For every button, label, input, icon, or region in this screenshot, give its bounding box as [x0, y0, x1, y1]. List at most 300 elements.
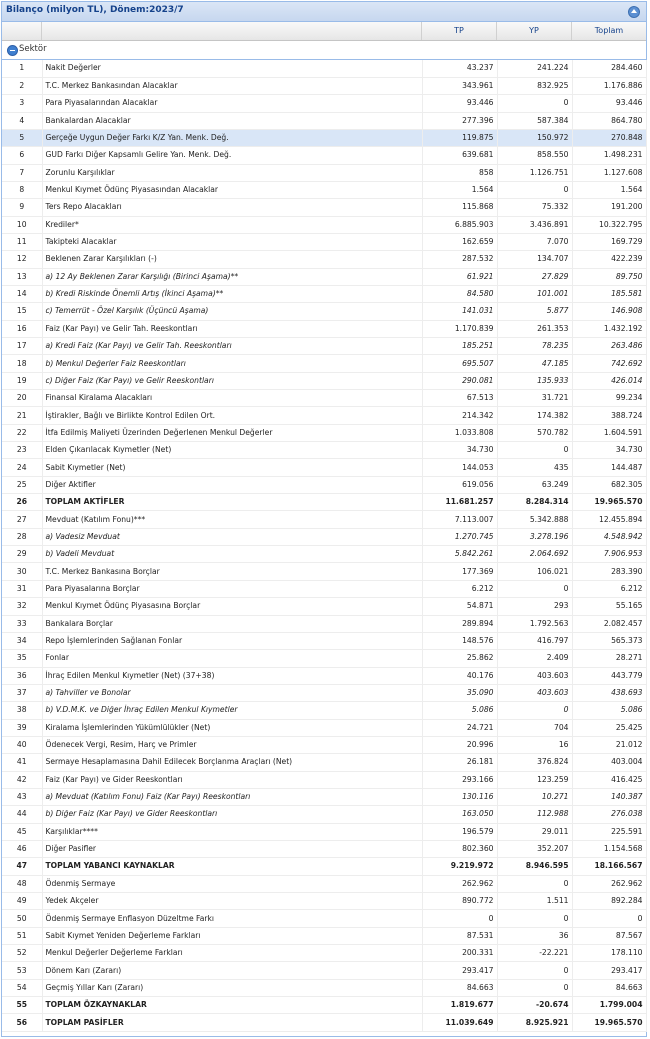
row-label: c) Temerrüt - Özel Karşılık (Üçüncü Aşama) — [42, 303, 422, 320]
row-label: Repo İşlemlerinden Sağlanan Fonlar — [42, 632, 422, 649]
row-index: 37 — [2, 684, 42, 701]
collapse-group-icon[interactable] — [7, 45, 18, 56]
cell-tp: 84.580 — [422, 285, 497, 302]
cell-tp: 84.663 — [422, 979, 497, 996]
col-header-index[interactable] — [2, 22, 42, 40]
cell-yp: 570.782 — [497, 424, 572, 441]
cell-tp: 343.961 — [422, 77, 497, 94]
cell-total: 99.234 — [572, 390, 646, 407]
table-row[interactable] — [2, 788, 646, 805]
cell-tp: 290.081 — [422, 372, 497, 389]
cell-total: 1.604.591 — [572, 424, 646, 441]
row-label: Nakit Değerler — [42, 60, 422, 77]
cell-total: 87.567 — [572, 927, 646, 944]
cell-total: 34.730 — [572, 442, 646, 459]
table-row[interactable] — [2, 667, 646, 684]
row-index: 5 — [2, 129, 42, 146]
table-row[interactable] — [2, 823, 646, 840]
cell-tp: 196.579 — [422, 823, 497, 840]
row-label: Para Piyasalarından Alacaklar — [42, 95, 422, 112]
row-label: b) Menkul Değerler Faiz Reeskontları — [42, 355, 422, 372]
cell-yp: 0 — [497, 580, 572, 597]
table-row[interactable] — [2, 112, 646, 129]
table-row[interactable] — [2, 997, 646, 1014]
cell-total: 4.548.942 — [572, 528, 646, 545]
cell-yp: 0 — [497, 181, 572, 198]
row-index: 29 — [2, 546, 42, 563]
col-header-total[interactable]: Toplam — [594, 26, 624, 35]
row-index: 24 — [2, 459, 42, 476]
table-row[interactable] — [2, 806, 646, 823]
table-row[interactable] — [2, 511, 646, 528]
cell-yp: 123.259 — [497, 771, 572, 788]
table-row[interactable] — [2, 528, 646, 545]
row-index: 16 — [2, 320, 42, 337]
cell-yp: 10.271 — [497, 788, 572, 805]
cell-tp: 287.532 — [422, 251, 497, 268]
table-row[interactable] — [2, 320, 646, 337]
cell-total: 263.486 — [572, 338, 646, 355]
cell-tp: 93.446 — [422, 95, 497, 112]
row-index: 11 — [2, 233, 42, 250]
table-row[interactable] — [2, 199, 646, 216]
cell-total: 28.271 — [572, 650, 646, 667]
cell-total: 178.110 — [572, 945, 646, 962]
collapse-icon[interactable] — [628, 6, 640, 18]
cell-yp: 78.235 — [497, 338, 572, 355]
row-label: Mevduat (Katılım Fonu)*** — [42, 511, 422, 528]
cell-yp: 75.332 — [497, 199, 572, 216]
cell-yp: 416.797 — [497, 632, 572, 649]
col-header-tp[interactable]: TP — [422, 22, 497, 40]
row-label: T.C. Merkez Bankasına Borçlar — [42, 563, 422, 580]
row-label: Fonlar — [42, 650, 422, 667]
row-label: Ters Repo Alacakları — [42, 199, 422, 216]
cell-tp: 11.681.257 — [422, 494, 497, 511]
cell-tp: 185.251 — [422, 338, 497, 355]
cell-total: 19.965.570 — [572, 494, 646, 511]
table-row[interactable] — [2, 615, 646, 632]
table-row[interactable] — [2, 632, 646, 649]
cell-total: 283.390 — [572, 563, 646, 580]
row-label: Diğer Pasifler — [42, 840, 422, 857]
cell-tp: 858 — [422, 164, 497, 181]
cell-tp: 277.396 — [422, 112, 497, 129]
table-row[interactable] — [2, 442, 646, 459]
row-index: 53 — [2, 962, 42, 979]
cell-yp: 16 — [497, 736, 572, 753]
cell-yp: 8.284.314 — [497, 494, 572, 511]
row-label: Takipteki Alacaklar — [42, 233, 422, 250]
cell-total: 1.799.004 — [572, 997, 646, 1014]
cell-yp: 293 — [497, 598, 572, 615]
grid-header — [2, 22, 646, 41]
row-index: 14 — [2, 285, 42, 302]
group-label: Sektör — [19, 44, 47, 54]
cell-total: 0 — [572, 910, 646, 927]
cell-yp: 376.824 — [497, 754, 572, 771]
balance-table — [2, 60, 647, 1032]
cell-yp: 241.224 — [497, 60, 572, 77]
table-row[interactable] — [2, 268, 646, 285]
cell-total: 12.455.894 — [572, 511, 646, 528]
row-label: a) 12 Ay Beklenen Zarar Karşılığı (Birinci Aşama)** — [42, 268, 422, 285]
cell-total: 185.581 — [572, 285, 646, 302]
table-row[interactable] — [2, 303, 646, 320]
row-index: 30 — [2, 563, 42, 580]
cell-yp: 0 — [497, 962, 572, 979]
cell-yp: 352.207 — [497, 840, 572, 857]
cell-yp: 8.925.921 — [497, 1014, 572, 1031]
row-index: 22 — [2, 424, 42, 441]
cell-yp: 403.603 — [497, 667, 572, 684]
cell-total: 742.692 — [572, 355, 646, 372]
cell-yp: 0 — [497, 442, 572, 459]
row-label: Krediler* — [42, 216, 422, 233]
cell-tp: 162.659 — [422, 233, 497, 250]
cell-total: 19.965.570 — [572, 1014, 646, 1031]
cell-total: 416.425 — [572, 771, 646, 788]
cell-tp: 115.868 — [422, 199, 497, 216]
cell-total: 438.693 — [572, 684, 646, 701]
cell-tp: 11.039.649 — [422, 1014, 497, 1031]
row-index: 33 — [2, 615, 42, 632]
cell-tp: 148.576 — [422, 632, 497, 649]
cell-tp: 9.219.972 — [422, 858, 497, 875]
cell-tp: 34.730 — [422, 442, 497, 459]
cell-tp: 1.170.839 — [422, 320, 497, 337]
cell-yp: 403.603 — [497, 684, 572, 701]
table-row[interactable] — [2, 164, 646, 181]
cell-total: 7.906.953 — [572, 546, 646, 563]
cell-total: 140.387 — [572, 788, 646, 805]
cell-tp: 890.772 — [422, 893, 497, 910]
row-index: 44 — [2, 806, 42, 823]
row-index: 26 — [2, 494, 42, 511]
cell-yp: 0 — [497, 875, 572, 892]
row-label: Bankalardan Alacaklar — [42, 112, 422, 129]
row-index: 1 — [2, 60, 42, 77]
cell-tp: 177.369 — [422, 563, 497, 580]
cell-total: 565.373 — [572, 632, 646, 649]
cell-yp: 0 — [497, 95, 572, 112]
cell-tp: 695.507 — [422, 355, 497, 372]
row-index: 20 — [2, 390, 42, 407]
cell-yp: 29.011 — [497, 823, 572, 840]
group-row-sector[interactable] — [2, 41, 646, 60]
table-row[interactable] — [2, 216, 646, 233]
cell-yp: 150.972 — [497, 129, 572, 146]
cell-tp: 43.237 — [422, 60, 497, 77]
cell-yp: 7.070 — [497, 233, 572, 250]
row-index: 4 — [2, 112, 42, 129]
row-label: Kiralama İşlemlerinden Yükümlülükler (Net) — [42, 719, 422, 736]
cell-tp: 35.090 — [422, 684, 497, 701]
table-row[interactable] — [2, 598, 646, 615]
cell-yp: 101.001 — [497, 285, 572, 302]
cell-total: 93.446 — [572, 95, 646, 112]
row-label: Beklenen Zarar Karşılıkları (-) — [42, 251, 422, 268]
row-index: 51 — [2, 927, 42, 944]
cell-tp: 5.086 — [422, 702, 497, 719]
table-row[interactable] — [2, 181, 646, 198]
row-label: Dönem Karı (Zararı) — [42, 962, 422, 979]
row-index: 48 — [2, 875, 42, 892]
row-index: 21 — [2, 407, 42, 424]
row-index: 2 — [2, 77, 42, 94]
table-row[interactable] — [2, 546, 646, 563]
row-index: 56 — [2, 1014, 42, 1031]
cell-tp: 0 — [422, 910, 497, 927]
cell-yp: -20.674 — [497, 997, 572, 1014]
table-row[interactable] — [2, 771, 646, 788]
cell-total: 1.564 — [572, 181, 646, 198]
row-index: 9 — [2, 199, 42, 216]
cell-total: 55.165 — [572, 598, 646, 615]
row-label: Yedek Akçeler — [42, 893, 422, 910]
cell-tp: 293.417 — [422, 962, 497, 979]
row-label: Geçmiş Yıllar Karı (Zararı) — [42, 979, 422, 996]
row-index: 6 — [2, 147, 42, 164]
table-row[interactable] — [2, 1014, 646, 1031]
row-index: 46 — [2, 840, 42, 857]
table-row[interactable] — [2, 736, 646, 753]
cell-tp: 119.875 — [422, 129, 497, 146]
row-label: Ödenmiş Sermaye — [42, 875, 422, 892]
table-row[interactable] — [2, 494, 646, 511]
row-label: İhraç Edilen Menkul Kıymetler (Net) (37+38) — [42, 667, 422, 684]
cell-total: 270.848 — [572, 129, 646, 146]
panel-title: Bilanço (milyon TL), Dönem:2023/7 — [6, 5, 184, 15]
table-row[interactable] — [2, 962, 646, 979]
cell-tp: 802.360 — [422, 840, 497, 857]
cell-tp: 289.894 — [422, 615, 497, 632]
row-index: 18 — [2, 355, 42, 372]
row-index: 3 — [2, 95, 42, 112]
table-row[interactable] — [2, 719, 646, 736]
row-label: Elden Çıkarılacak Kıymetler (Net) — [42, 442, 422, 459]
cell-total: 276.038 — [572, 806, 646, 823]
table-row[interactable] — [2, 60, 646, 77]
cell-tp: 87.531 — [422, 927, 497, 944]
cell-total: 426.014 — [572, 372, 646, 389]
table-row[interactable] — [2, 372, 646, 389]
row-label: TOPLAM ÖZKAYNAKLAR — [42, 997, 422, 1014]
table-row[interactable] — [2, 910, 646, 927]
cell-total: 1.176.886 — [572, 77, 646, 94]
cell-total: 89.750 — [572, 268, 646, 285]
row-index: 27 — [2, 511, 42, 528]
row-index: 34 — [2, 632, 42, 649]
table-row[interactable] — [2, 580, 646, 597]
table-row[interactable] — [2, 875, 646, 892]
cell-tp: 262.962 — [422, 875, 497, 892]
cell-total: 10.322.795 — [572, 216, 646, 233]
row-label: GUD Farkı Diğer Kapsamlı Gelire Yan. Menk. Değ. — [42, 147, 422, 164]
cell-tp: 639.681 — [422, 147, 497, 164]
cell-yp: 174.382 — [497, 407, 572, 424]
table-row[interactable] — [2, 95, 646, 112]
table-row[interactable] — [2, 285, 646, 302]
table-row[interactable] — [2, 702, 646, 719]
table-row[interactable] — [2, 147, 646, 164]
row-label: Sabit Kıymetler (Net) — [42, 459, 422, 476]
table-row[interactable] — [2, 77, 646, 94]
cell-yp: 435 — [497, 459, 572, 476]
cell-yp: 2.064.692 — [497, 546, 572, 563]
col-header-label[interactable] — [42, 22, 422, 40]
cell-total: 864.780 — [572, 112, 646, 129]
cell-yp: 0 — [497, 702, 572, 719]
cell-tp: 26.181 — [422, 754, 497, 771]
cell-total: 2.082.457 — [572, 615, 646, 632]
cell-total: 84.663 — [572, 979, 646, 996]
cell-total: 293.417 — [572, 962, 646, 979]
row-label: Para Piyasalarına Borçlar — [42, 580, 422, 597]
row-label: a) Mevduat (Katılım Fonu) Faiz (Kar Payı) Reeskontları — [42, 788, 422, 805]
row-index: 36 — [2, 667, 42, 684]
row-label: a) Kredi Faiz (Kar Payı) ve Gelir Tah. Reeskontları — [42, 338, 422, 355]
row-index: 45 — [2, 823, 42, 840]
row-label: b) Kredi Riskinde Önemli Artış (İkinci Aşama)** — [42, 285, 422, 302]
row-label: c) Diğer Faiz (Kar Payı) ve Gelir Reeskontları — [42, 372, 422, 389]
row-label: Gerçeğe Uygun Değer Farkı K/Z Yan. Menk. Değ. — [42, 129, 422, 146]
cell-tp: 1.033.808 — [422, 424, 497, 441]
table-row[interactable] — [2, 840, 646, 857]
table-row[interactable] — [2, 251, 646, 268]
table-row[interactable] — [2, 754, 646, 771]
table-row[interactable] — [2, 424, 646, 441]
row-index: 42 — [2, 771, 42, 788]
row-index: 41 — [2, 754, 42, 771]
row-label: a) Vadesiz Mevduat — [42, 528, 422, 545]
cell-total: 262.962 — [572, 875, 646, 892]
row-label: T.C. Merkez Bankasından Alacaklar — [42, 77, 422, 94]
row-label: İtfa Edilmiş Maliyeti Üzerinden Değerlenen Menkul Değerler — [42, 424, 422, 441]
row-index: 12 — [2, 251, 42, 268]
table-row[interactable] — [2, 338, 646, 355]
row-index: 35 — [2, 650, 42, 667]
row-label: Zorunlu Karşılıklar — [42, 164, 422, 181]
cell-tp: 6.885.903 — [422, 216, 497, 233]
table-row[interactable] — [2, 858, 646, 875]
table-row[interactable] — [2, 355, 646, 372]
cell-yp: 1.511 — [497, 893, 572, 910]
row-label: Faiz (Kar Payı) ve Gider Reeskontları — [42, 771, 422, 788]
table-row[interactable] — [2, 563, 646, 580]
row-index: 54 — [2, 979, 42, 996]
cell-total: 225.591 — [572, 823, 646, 840]
cell-yp: 3.436.891 — [497, 216, 572, 233]
cell-tp: 40.176 — [422, 667, 497, 684]
cell-tp: 1.270.745 — [422, 528, 497, 545]
row-index: 32 — [2, 598, 42, 615]
table-row[interactable] — [2, 233, 646, 250]
table-row[interactable] — [2, 927, 646, 944]
cell-total: 1.498.231 — [572, 147, 646, 164]
table-row[interactable] — [2, 893, 646, 910]
cell-tp: 619.056 — [422, 476, 497, 493]
cell-tp: 24.721 — [422, 719, 497, 736]
table-row[interactable] — [2, 979, 646, 996]
cell-yp: 3.278.196 — [497, 528, 572, 545]
cell-yp: 8.946.595 — [497, 858, 572, 875]
cell-tp: 293.166 — [422, 771, 497, 788]
row-label: Karşılıklar**** — [42, 823, 422, 840]
table-row[interactable] — [2, 684, 646, 701]
cell-yp: 27.829 — [497, 268, 572, 285]
cell-tp: 200.331 — [422, 945, 497, 962]
cell-tp: 163.050 — [422, 806, 497, 823]
cell-tp: 25.862 — [422, 650, 497, 667]
table-row[interactable] — [2, 476, 646, 493]
cell-yp: 0 — [497, 979, 572, 996]
cell-tp: 7.113.007 — [422, 511, 497, 528]
row-label: Menkul Kıymet Ödünç Piyasasına Borçlar — [42, 598, 422, 615]
cell-total: 191.200 — [572, 199, 646, 216]
row-label: a) Tahviller ve Bonolar — [42, 684, 422, 701]
row-index: 7 — [2, 164, 42, 181]
cell-yp: 106.021 — [497, 563, 572, 580]
cell-total: 892.284 — [572, 893, 646, 910]
cell-total: 6.212 — [572, 580, 646, 597]
cell-yp: 261.353 — [497, 320, 572, 337]
row-label: İştirakler, Bağlı ve Birlikte Kontrol Edilen Ort. — [42, 407, 422, 424]
row-index: 38 — [2, 702, 42, 719]
row-label: Finansal Kiralama Alacakları — [42, 390, 422, 407]
cell-yp: 0 — [497, 910, 572, 927]
cell-total: 1.127.608 — [572, 164, 646, 181]
cell-tp: 54.871 — [422, 598, 497, 615]
row-index: 13 — [2, 268, 42, 285]
row-index: 55 — [2, 997, 42, 1014]
row-label: Diğer Aktifler — [42, 476, 422, 493]
cell-tp: 61.921 — [422, 268, 497, 285]
cell-tp: 67.513 — [422, 390, 497, 407]
row-index: 19 — [2, 372, 42, 389]
cell-yp: 1.792.563 — [497, 615, 572, 632]
cell-total: 144.487 — [572, 459, 646, 476]
row-label: b) Diğer Faiz (Kar Payı) ve Gider Reeskontları — [42, 806, 422, 823]
row-index: 15 — [2, 303, 42, 320]
cell-yp: 858.550 — [497, 147, 572, 164]
table-row[interactable] — [2, 945, 646, 962]
row-index: 43 — [2, 788, 42, 805]
cell-total: 284.460 — [572, 60, 646, 77]
cell-yp: 2.409 — [497, 650, 572, 667]
cell-total: 169.729 — [572, 233, 646, 250]
table-row[interactable] — [2, 390, 646, 407]
cell-total: 21.012 — [572, 736, 646, 753]
row-label: b) Vadeli Mevduat — [42, 546, 422, 563]
cell-total: 422.239 — [572, 251, 646, 268]
cell-yp: 31.721 — [497, 390, 572, 407]
col-header-yp[interactable]: YP — [497, 22, 572, 40]
cell-total: 682.305 — [572, 476, 646, 493]
cell-tp: 1.819.677 — [422, 997, 497, 1014]
cell-yp: 1.126.751 — [497, 164, 572, 181]
cell-tp: 214.342 — [422, 407, 497, 424]
table-row[interactable] — [2, 129, 646, 146]
row-index: 8 — [2, 181, 42, 198]
table-row[interactable] — [2, 459, 646, 476]
table-row[interactable] — [2, 650, 646, 667]
cell-total: 5.086 — [572, 702, 646, 719]
row-index: 28 — [2, 528, 42, 545]
table-row[interactable] — [2, 407, 646, 424]
cell-tp: 5.842.261 — [422, 546, 497, 563]
cell-yp: 5.342.888 — [497, 511, 572, 528]
